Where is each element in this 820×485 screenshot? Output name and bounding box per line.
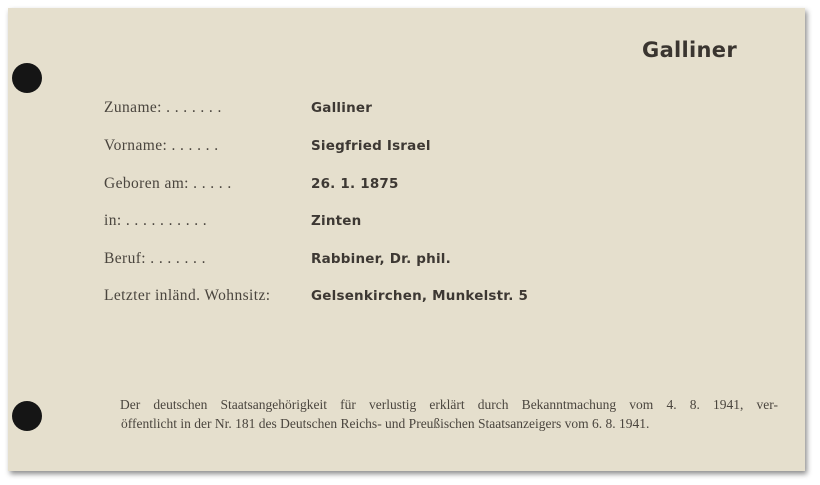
- card-header-name: Galliner: [642, 38, 737, 62]
- field-label-profession: Beruf: . . . . . . .: [104, 250, 206, 267]
- punch-hole-bottom: [12, 401, 42, 431]
- field-label-birth-date: Geboren am: . . . . .: [104, 175, 232, 192]
- field-value-surname: Galliner: [311, 100, 373, 116]
- field-value-birth-date: 26. 1. 1875: [311, 176, 399, 192]
- field-value-profession: Rabbiner, Dr. phil.: [311, 251, 451, 267]
- footer-note-line-1: Der deutschen Staatsangehörigkeit für verlustig erklärt durch Bekanntmachung vom 4. 8. 1941, ver-: [120, 397, 778, 412]
- field-value-last-residence: Gelsenkirchen, Munkelstr. 5: [311, 288, 529, 304]
- field-label-birth-place: in: . . . . . . . . . .: [104, 212, 208, 229]
- punch-hole-top: [12, 63, 42, 93]
- field-label-surname: Zuname: . . . . . . .: [104, 99, 222, 116]
- footer-note-line-2: öffentlicht in der Nr. 181 des Deutschen Reichs- und Preußischen Staatsanzeigers vom 6. 8. 1941.: [121, 416, 650, 431]
- field-label-first-name: Vorname: . . . . . .: [104, 137, 219, 154]
- field-value-first-name: Siegfried Israel: [311, 138, 431, 154]
- field-label-last-residence: Letzter inländ. Wohnsitz:: [104, 287, 271, 304]
- index-card: [8, 8, 805, 471]
- footer-note: [120, 395, 780, 433]
- field-value-birth-place: Zinten: [311, 213, 362, 229]
